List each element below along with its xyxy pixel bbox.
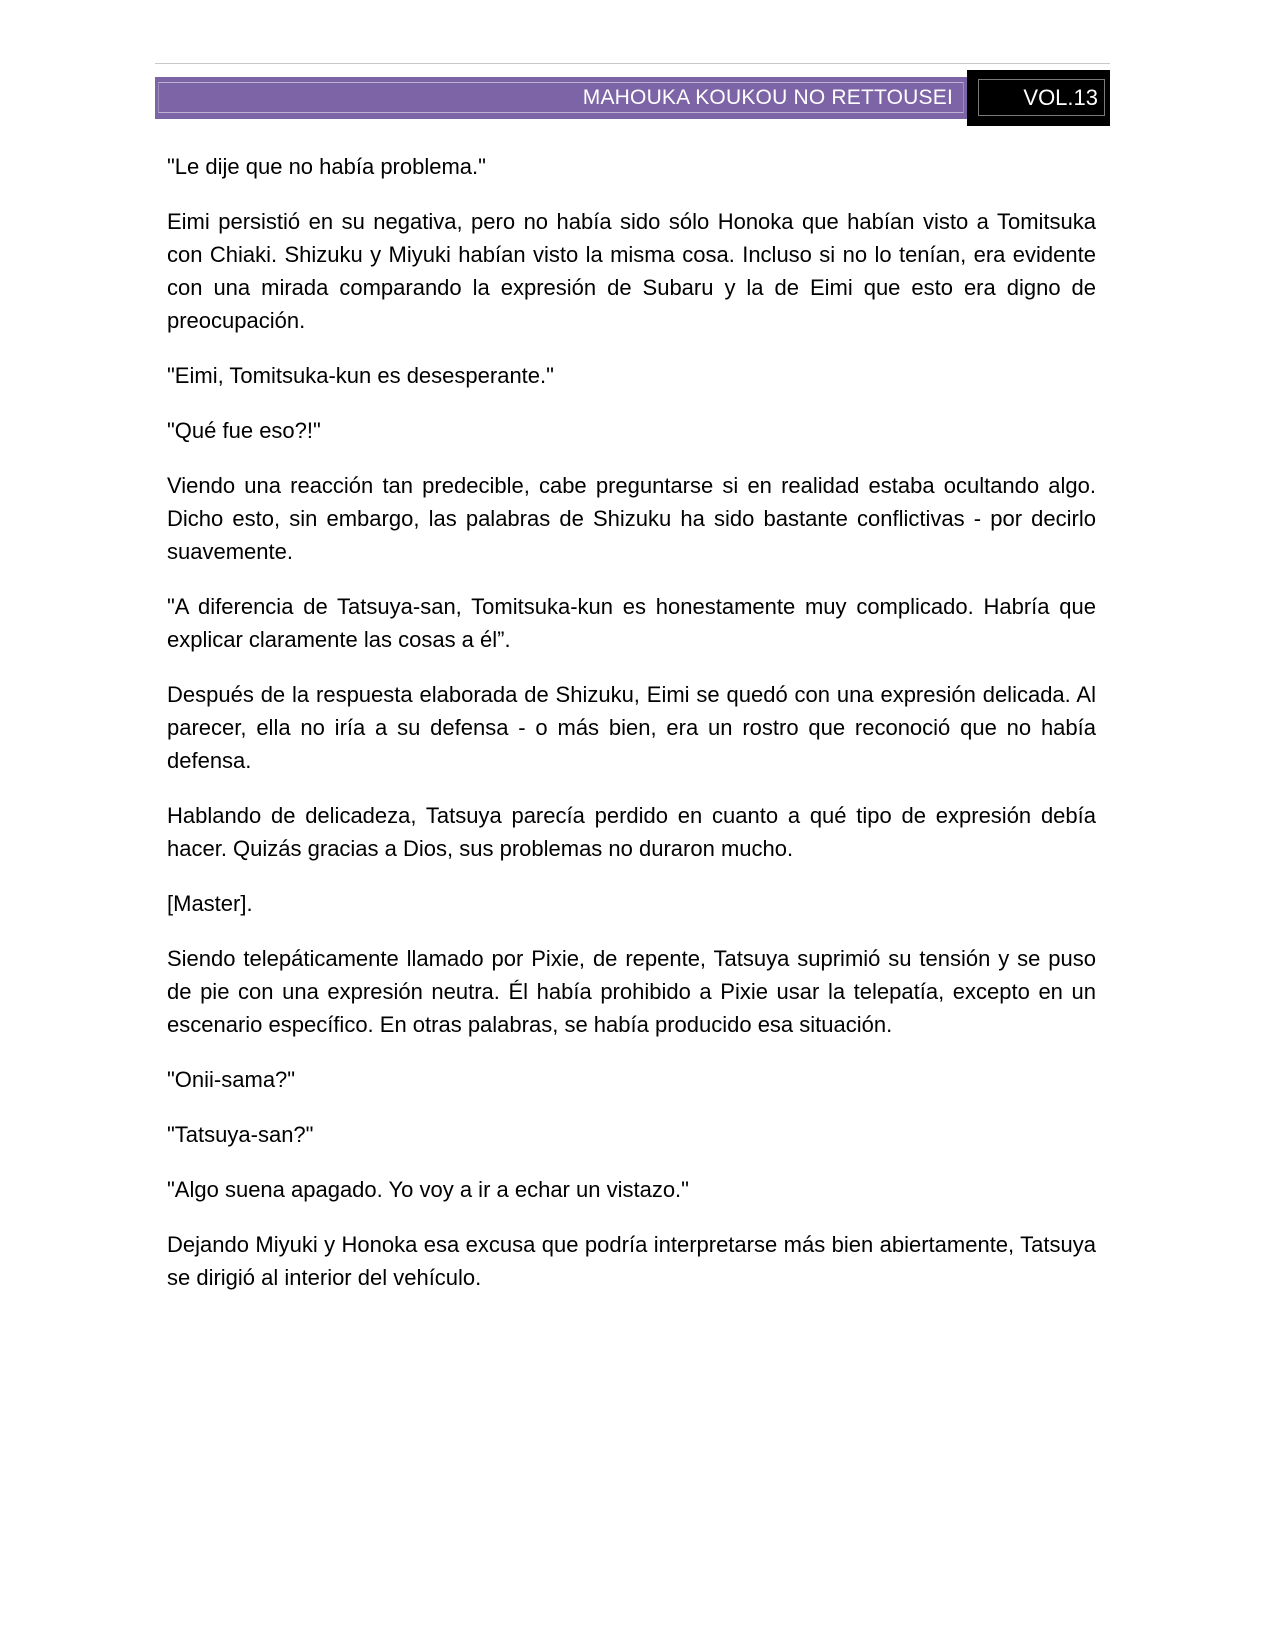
paragraph: Siendo telepáticamente llamado por Pixie, de repente, Tatsuya suprimió su tensión y se puso de pie con una expresión neutra. Él había prohibido a Pixie usar la telepatía, excepto en un escenario específico. En otras palabras, se había producido esa situación. [167,946,1096,1037]
paragraph: [Master]. [167,891,253,916]
header-title: MAHOUKA KOUKOU NO RETTOUSEI [582,86,953,109]
paragraph: "Eimi, Tomitsuka-kun es desesperante." [167,363,554,388]
paragraph: "Algo suena apagado. Yo voy a ir a echar un vistazo." [167,1177,689,1202]
header-volume-badge [967,70,1110,126]
paragraph: Eimi persistió en su negativa, pero no había sido sólo Honoka que habían visto a Tomitsuka con Chiaki. Shizuku y Miyuki habían visto la misma cosa. Incluso si no lo tenían, era evidente con una mirada comparando la expresión de Subaru y la de Eimi que esto era digno de preocupación. [167,209,1096,333]
paragraph: "Tatsuya-san?" [167,1122,314,1147]
paragraph: Después de la respuesta elaborada de Shizuku, Eimi se quedó con una expresión delicada. Al parecer, ella no iría a su defensa - o más bien, era un rostro que reconoció que no había defensa. [167,682,1096,773]
header-top-rule [155,63,1110,64]
paragraph: Viendo una reacción tan predecible, cabe preguntarse si en realidad estaba ocultando algo. Dicho esto, sin embargo, las palabras de Shizuku ha sido bastante conflictivas - por decirlo suavemente. [167,473,1096,564]
page-header [155,70,1110,126]
paragraph: "Le dije que no había problema." [167,154,486,179]
paragraph: "Onii-sama?" [167,1067,296,1092]
header-title-bar [155,77,967,119]
paragraph: "A diferencia de Tatsuya-san, Tomitsuka-kun es honestamente muy complicado. Habría que explicar claramente las cosas a él”. [167,594,1096,652]
header-volume: VOL.13 [1023,85,1098,110]
paragraph: Hablando de delicadeza, Tatsuya parecía perdido en cuanto a qué tipo de expresión debía hacer. Quizás gracias a Dios, sus problemas no duraron mucho. [167,803,1096,861]
document-body [167,150,1096,1316]
paragraph: "Qué fue eso?!" [167,418,321,443]
paragraph: Dejando Miyuki y Honoka esa excusa que podría interpretarse más bien abiertamente, Tatsuya se dirigió al interior del vehículo. [167,1232,1096,1290]
